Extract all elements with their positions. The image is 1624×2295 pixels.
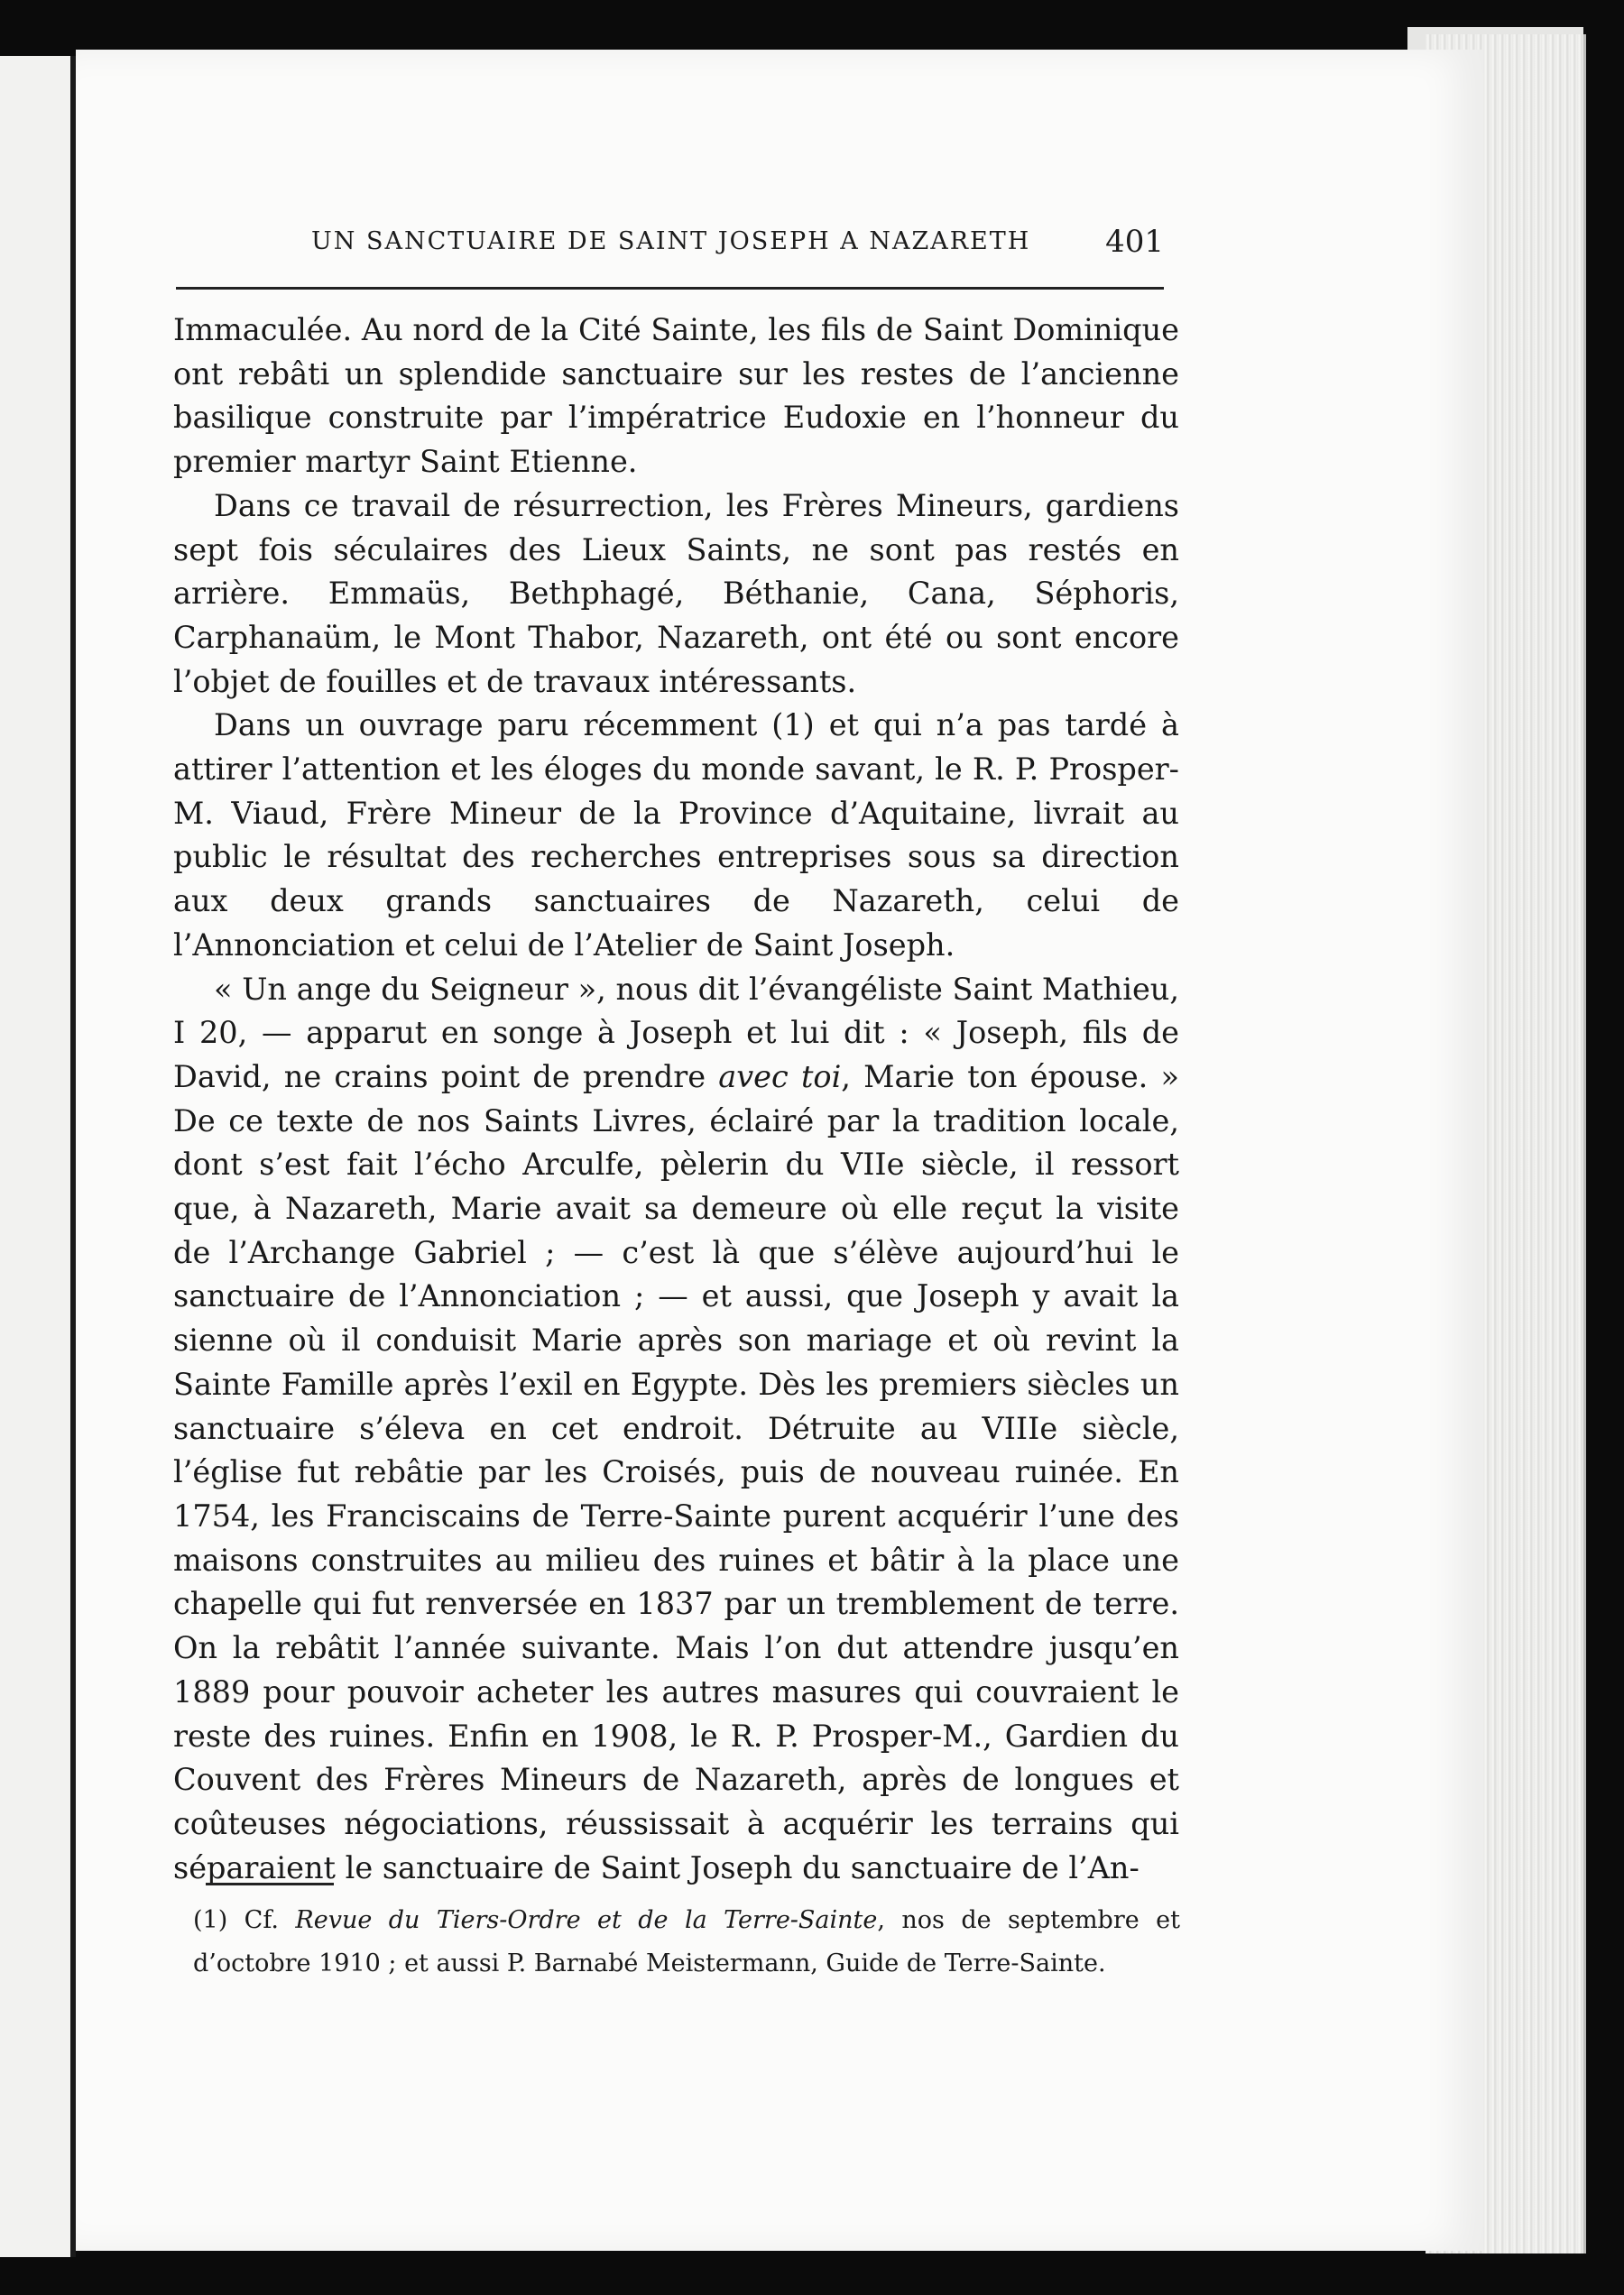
page-number: 401 <box>1105 224 1164 260</box>
body-text <box>173 309 1179 1890</box>
footnote-journal-title: Revue du Tiers-Ordre et de la Terre-Sainte <box>295 1906 878 1934</box>
footnote-text <box>193 1899 1180 1986</box>
facing-page-edge <box>0 56 76 2257</box>
paragraph-text: , Marie ton épouse. » De ce texte de nos Saints Livres, éclairé par la tradition locale, dont s’est fait l’écho Arculfe, pèlerin du VIIe siècle, il ressort que, à Nazareth, Marie avait sa demeure où elle reçut la visite de l’Archange Gabriel ; — c’est là que s’élève aujourd’hui le sanctuaire de l’Annonciation ; — et aussi, que Joseph y avait la sienne où il conduisit Marie après son mariage et où revint la Sainte Famille après l’exil en Egypte. Dès les premiers siècles un sanctuaire s’éleva en cet endroit. Détruite au VIIIe siècle, l’église fut rebâtie par les Croisés, puis de nouveau ruinée. En 1754, les Franciscains de Terre-Sainte purent acquérir l’une des maisons construites au milieu des ruines et bâtir à la place une chapelle qui fut renversée en 1837 par un tremblement de terre. On la rebâtit l’année suivante. Mais l’on dut attendre jusqu’en 1889 pour pouvoir acheter les autres masures qui couvraient le reste des ruines. Enfin en 1908, le R. P. Prosper-M., Gardien du Couvent des Frères Mineurs de Nazareth, après de longues et coûteuses négociations, réussissait à acquérir les terrains qui séparaient le sanctuaire de Saint Joseph du sanctuaire de l’An- <box>173 1058 1179 1885</box>
paragraph <box>173 968 1179 1891</box>
page-header <box>176 224 1164 290</box>
paragraph-text: « Un ange du Seigneur », nous dit l’évangéliste Saint Mathieu, I 20, — apparut en songe à Joseph et lui dit : « Joseph, fils de David, ne crains point de prendre <box>173 971 1179 1094</box>
italic-phrase: avec toi <box>718 1058 842 1094</box>
running-title: UN SANCTUAIRE DE SAINT JOSEPH A NAZARETH <box>311 227 1031 255</box>
paragraph: Dans un ouvrage paru récemment (1) et qui n’a pas tardé à attirer l’attention et les éloges du monde savant, le R. P. Prosper-M. Viaud, Frère Mineur de la Province d’Aquitaine, livrait au public le résultat des recherches entreprises sous sa direction aux deux grands sanctuaires de Nazareth, celui de l’Annonciation et celui de l’Atelier de Saint Joseph. <box>173 707 1179 963</box>
footnote-rule <box>206 1883 334 1885</box>
paragraph: Immaculée. Au nord de la Cité Sainte, les fils de Saint Dominique ont rebâti un splendide sanctuaire sur les restes de l’ancienne basilique construite par l’impératrice Eudoxie en l’honneur du premier martyr Saint Etienne. <box>173 312 1179 480</box>
footnote-prefix: (1) Cf. <box>193 1906 296 1934</box>
footnote-rest: , nos de septembre et d’octobre 1910 ; et aussi P. Barnabé Meistermann, Guide de Terre-Sainte. <box>193 1906 1180 1977</box>
paragraph: Dans ce travail de résurrection, les Frères Mineurs, gardiens sept fois séculaires des Lieux Saints, ne sont pas restés en arrière. Emmaüs, Bethphagé, Béthanie, Cana, Séphoris, Carphanaüm, le Mont Thabor, Nazareth, ont été ou sont encore l’objet de fouilles et de travaux intéressants. <box>173 487 1179 699</box>
footnote <box>193 1899 1180 1986</box>
